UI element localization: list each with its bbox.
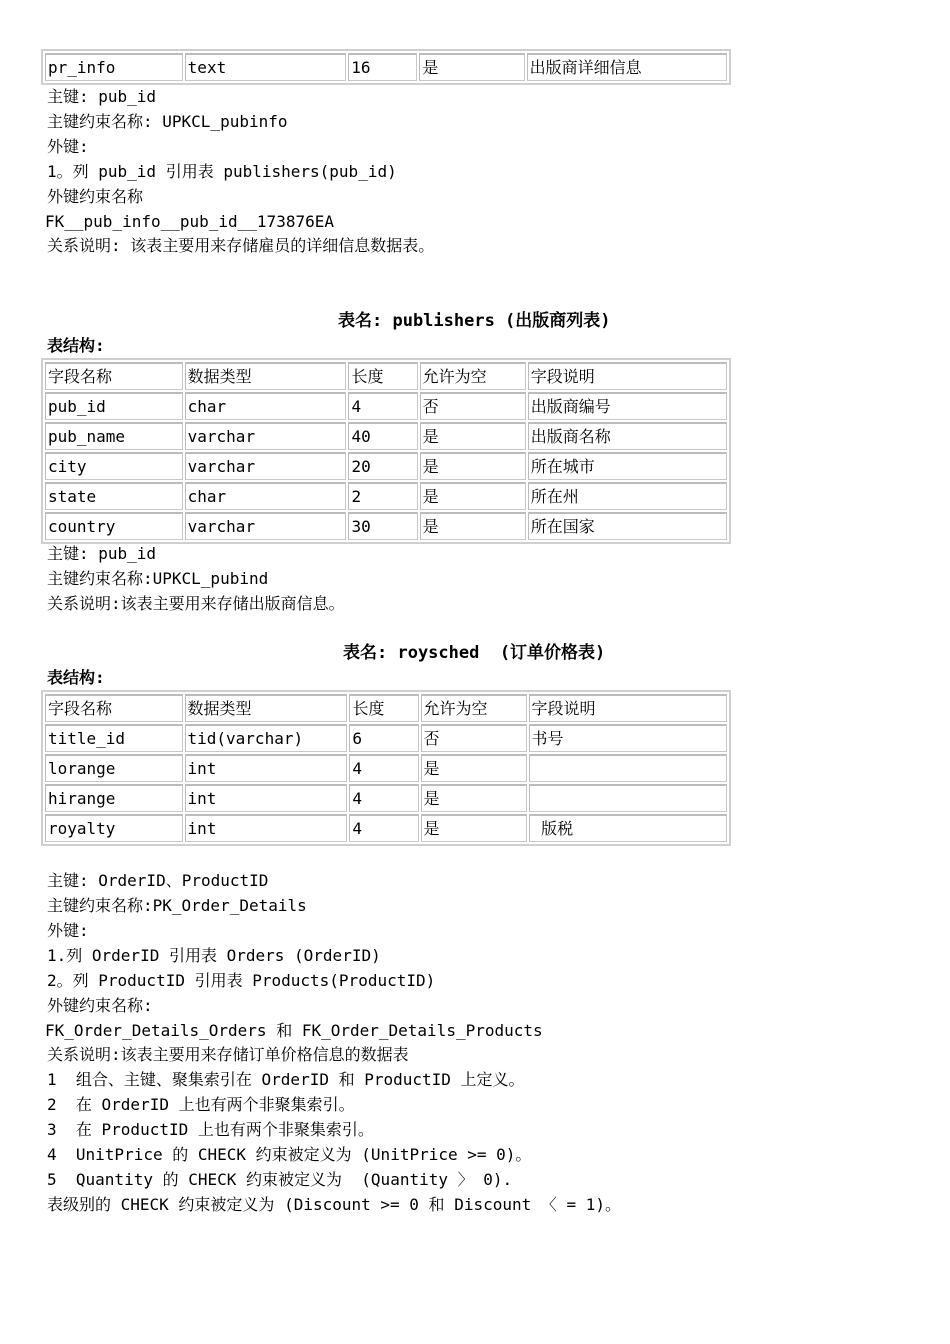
- note-line: 外键约束名称:: [47, 996, 153, 1015]
- note-line: FK__pub_info__pub_id__173876EA: [45, 212, 334, 231]
- table-cell: pub_name: [45, 422, 183, 450]
- column-header: 长度: [348, 362, 417, 390]
- note-line: 关系说明: 该表主要用来存储雇员的详细信息数据表。: [47, 236, 435, 255]
- note-line: 1。列 pub_id 引用表 publishers(pub_id): [47, 162, 397, 181]
- table-cell: 4: [349, 754, 418, 782]
- pub-info-table-tail: [41, 49, 731, 85]
- table-cell: city: [45, 452, 183, 480]
- note-line: 主键: pub_id: [47, 87, 157, 106]
- table-cell: lorange: [45, 754, 183, 782]
- note-line: 外键:: [47, 921, 89, 940]
- section-title-publishers: 表名: publishers (出版商列表): [338, 311, 611, 331]
- table-cell: 6: [349, 724, 418, 752]
- column-header: 允许为空: [420, 362, 526, 390]
- table-cell: text: [185, 53, 347, 81]
- table-cell: 是: [420, 512, 526, 540]
- table-cell: state: [45, 482, 183, 510]
- note-line: 3 在 ProductID 上也有两个非聚集索引。: [47, 1120, 374, 1139]
- table-cell: royalty: [45, 814, 183, 842]
- table-cell: 所在州: [528, 482, 727, 510]
- table-cell: 出版商编号: [528, 392, 727, 420]
- note-line: 外键:: [47, 137, 89, 156]
- table-cell: 是: [420, 482, 526, 510]
- table-cell: 40: [348, 422, 417, 450]
- note-line: 1.列 OrderID 引用表 Orders (OrderID): [47, 946, 381, 965]
- table-cell: [529, 784, 728, 812]
- table-cell: 是: [419, 53, 524, 81]
- table-cell: 否: [421, 724, 527, 752]
- table-cell: varchar: [185, 422, 347, 450]
- section-title-roysched: 表名: roysched (订单价格表): [343, 643, 606, 663]
- note-line: 外键约束名称: [47, 187, 144, 206]
- publishers-table: [41, 358, 731, 544]
- table-cell: hirange: [45, 784, 183, 812]
- table-cell: int: [185, 814, 348, 842]
- column-header: 字段说明: [529, 694, 728, 722]
- table-row: [45, 724, 727, 752]
- table-cell: 是: [421, 784, 527, 812]
- column-header: 数据类型: [185, 694, 348, 722]
- note-line: 关系说明:该表主要用来存储订单价格信息的数据表: [47, 1045, 409, 1064]
- table-cell: 所在城市: [528, 452, 727, 480]
- table-row: [45, 814, 727, 842]
- table-cell: 4: [349, 814, 418, 842]
- note-line: 关系说明:该表主要用来存储出版商信息。: [47, 594, 345, 613]
- table-row: [45, 482, 727, 510]
- table-row: [45, 784, 727, 812]
- structure-label: 表结构:: [47, 668, 105, 687]
- table-cell: country: [45, 512, 183, 540]
- note-line: 2。列 ProductID 引用表 Products(ProductID): [47, 971, 436, 990]
- note-line: 5 Quantity 的 CHECK 约束被定义为 (Quantity 〉 0).: [47, 1170, 513, 1189]
- table-cell: varchar: [185, 512, 347, 540]
- table-cell: int: [185, 784, 348, 812]
- table-cell: 2: [348, 482, 417, 510]
- table-cell: 出版商名称: [528, 422, 727, 450]
- column-header: 长度: [349, 694, 418, 722]
- column-header: 允许为空: [421, 694, 527, 722]
- note-line: 1 组合、主键、聚集索引在 OrderID 和 ProductID 上定义。: [47, 1070, 525, 1089]
- table-cell: 出版商详细信息: [527, 53, 727, 81]
- table-cell: tid(varchar): [185, 724, 348, 752]
- table-cell: varchar: [185, 452, 347, 480]
- table-cell: pub_id: [45, 392, 183, 420]
- table-cell: [529, 754, 728, 782]
- table-row: [45, 392, 727, 420]
- table-cell: 30: [348, 512, 417, 540]
- table-cell: pr_info: [45, 53, 183, 81]
- table-cell: title_id: [45, 724, 183, 752]
- note-line: 主键约束名称:UPKCL_pubind: [47, 569, 269, 588]
- table-cell: 是: [420, 452, 526, 480]
- table-cell: 否: [420, 392, 526, 420]
- table-cell: 所在国家: [528, 512, 727, 540]
- note-line: 主键: OrderID、ProductID: [47, 871, 269, 890]
- table-header-row: [45, 362, 727, 390]
- table-cell: 4: [348, 392, 417, 420]
- column-header: 字段说明: [528, 362, 727, 390]
- table-cell: char: [185, 482, 347, 510]
- table-cell: char: [185, 392, 347, 420]
- table-cell: int: [185, 754, 348, 782]
- structure-label: 表结构:: [47, 336, 105, 355]
- table-row: [45, 512, 727, 540]
- table-cell: 是: [421, 814, 527, 842]
- table-cell: 版税: [529, 814, 728, 842]
- table-cell: 是: [420, 422, 526, 450]
- column-header: 字段名称: [45, 694, 183, 722]
- table-row: [45, 422, 727, 450]
- note-line: 主键约束名称: UPKCL_pubinfo: [47, 112, 288, 131]
- note-line: 表级别的 CHECK 约束被定义为 (Discount >= 0 和 Discount 〈 = 1)。: [47, 1195, 622, 1214]
- table-cell: 20: [348, 452, 417, 480]
- table-row: [45, 452, 727, 480]
- note-line: FK_Order_Details_Orders 和 FK_Order_Details_Products: [45, 1021, 543, 1040]
- table-cell: 16: [348, 53, 417, 81]
- table-cell: 书号: [529, 724, 728, 752]
- column-header: 数据类型: [185, 362, 347, 390]
- roysched-table: [41, 690, 731, 846]
- column-header: 字段名称: [45, 362, 183, 390]
- note-line: 2 在 OrderID 上也有两个非聚集索引。: [47, 1095, 355, 1114]
- table-row: [45, 53, 727, 81]
- table-header-row: [45, 694, 727, 722]
- note-line: 4 UnitPrice 的 CHECK 约束被定义为 (UnitPrice >= 0)。: [47, 1145, 532, 1164]
- note-line: 主键: pub_id: [47, 544, 157, 563]
- table-cell: 是: [421, 754, 527, 782]
- table-cell: 4: [349, 784, 418, 812]
- table-row: [45, 754, 727, 782]
- note-line: 主键约束名称:PK_Order_Details: [47, 896, 307, 915]
